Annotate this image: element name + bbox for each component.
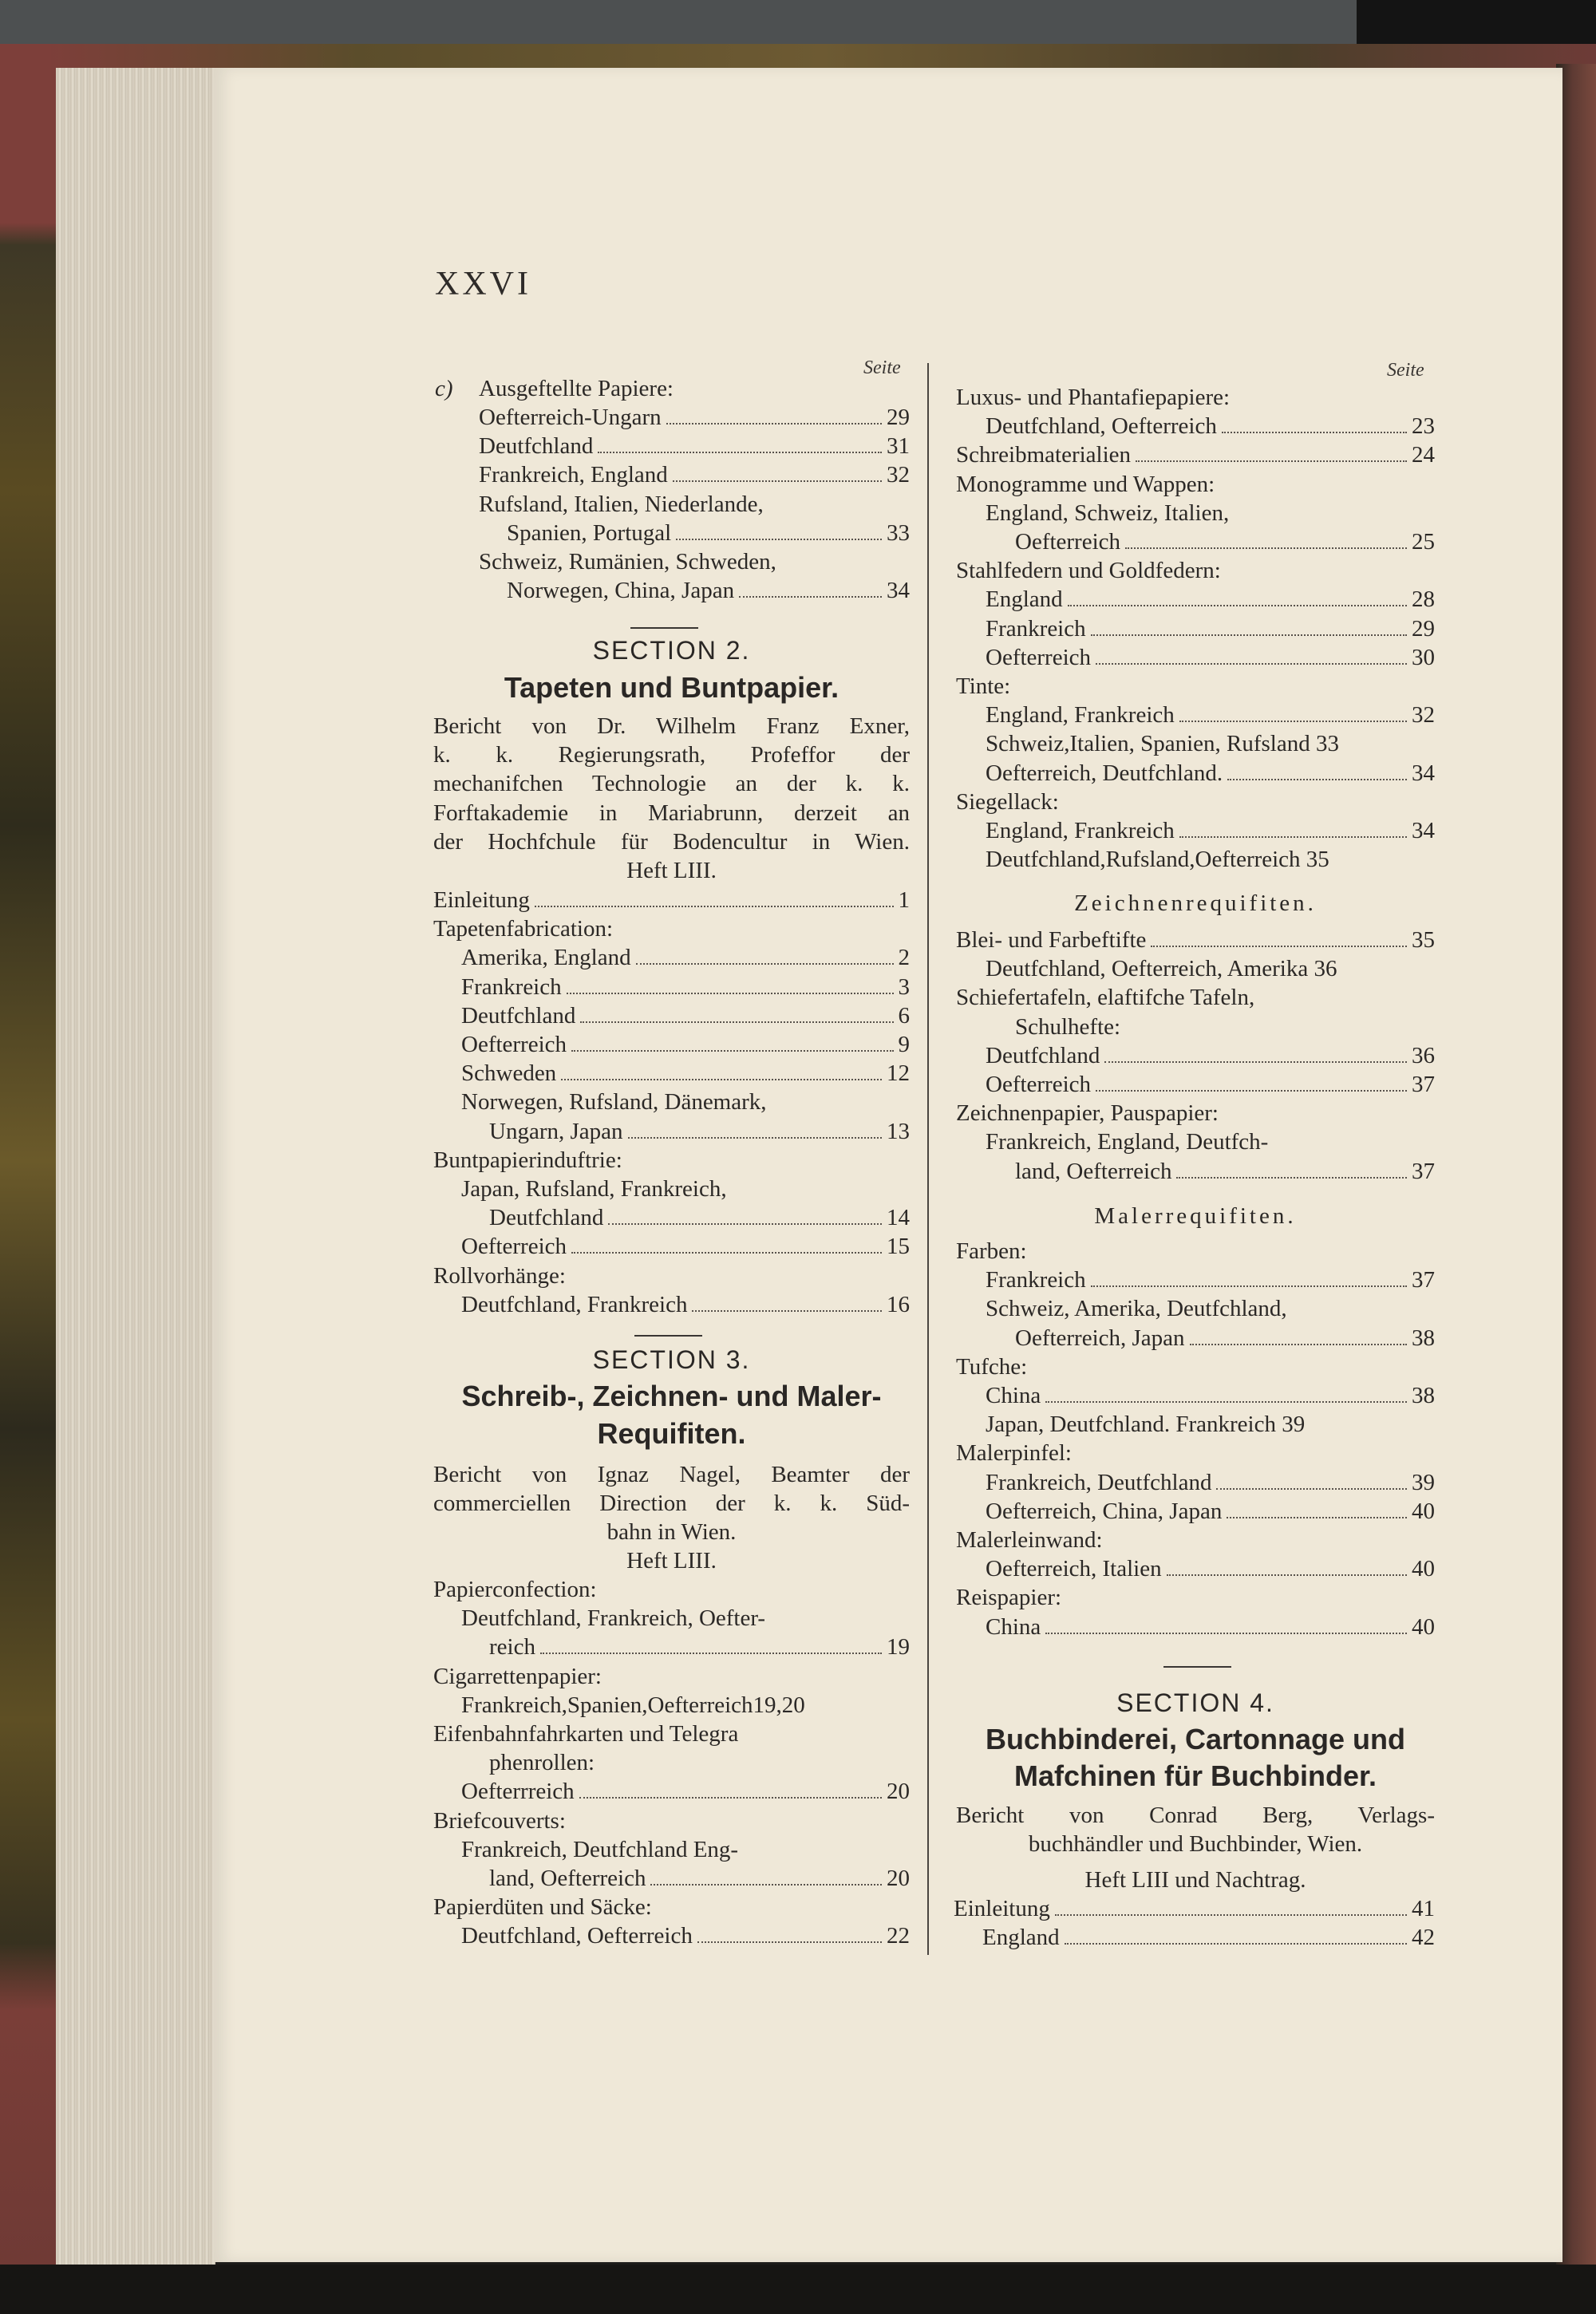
entry-label: Frankreich, England	[479, 462, 668, 488]
report-line: bahn in Wien.	[606, 1519, 737, 1546]
leader-dots	[676, 539, 882, 540]
page-number: 12	[887, 1060, 910, 1087]
c-item-row	[479, 432, 910, 460]
sec3-row	[433, 1893, 910, 1921]
page-number: 33	[887, 519, 910, 546]
leader-dots	[1055, 1914, 1407, 1916]
leader-dots	[1068, 605, 1407, 606]
leader-dots	[1190, 1344, 1407, 1345]
page-edges	[56, 68, 215, 2294]
entry-label: Oefterreich	[986, 1072, 1092, 1097]
page-number: 19	[887, 1634, 910, 1660]
page-number: 29	[887, 405, 910, 430]
entry-label: Buntpapierinduftrie:	[433, 1147, 622, 1173]
page-number: 2	[898, 945, 910, 971]
sec3-row	[461, 1835, 910, 1864]
entry-label: England	[986, 586, 1063, 613]
entry-label: Oefterreich-Ungarn	[479, 405, 662, 430]
entry-label: Frankreich	[986, 615, 1086, 642]
page-number: 38	[1412, 1325, 1435, 1351]
page-number: 25	[1412, 529, 1435, 555]
page-number: 34	[887, 578, 910, 604]
leader-dots	[1125, 547, 1407, 549]
page-number: 34	[1412, 818, 1435, 843]
leader-dots	[697, 1941, 882, 1943]
sec2-row	[461, 1059, 910, 1088]
page-number: 24	[1412, 442, 1435, 468]
entry-label: Ungarn, Japan	[489, 1118, 623, 1144]
scan-background-corner	[1357, 0, 1596, 49]
sec3-row	[433, 1662, 910, 1691]
right-a-row	[986, 499, 1435, 527]
entry-label: Spanien, Portugal	[507, 519, 672, 546]
leader-dots	[1222, 432, 1407, 433]
c-item-row	[507, 576, 910, 605]
entry-label: Frankreich, Deutfchland	[986, 1469, 1212, 1495]
item-marker: c)	[435, 376, 453, 401]
entry-label: Farben:	[956, 1238, 1027, 1264]
book-cover-left	[0, 44, 60, 2278]
page-number: 37	[1412, 1158, 1435, 1184]
entry-label: Oefterrreich	[461, 1779, 575, 1805]
entry-label: Amerika, England	[461, 945, 631, 971]
sec3-row	[433, 1807, 910, 1835]
right-a-row	[986, 816, 1435, 845]
entry-label: Tinte:	[956, 673, 1011, 699]
page-number: 42	[1412, 1925, 1435, 1951]
right-a-row	[986, 845, 1435, 874]
report-line: commerciellen Direction der k. k. Süd-	[433, 1491, 910, 1517]
right-c-row	[986, 1410, 1435, 1439]
right-c-row	[956, 1526, 1435, 1554]
leader-dots	[1045, 1633, 1407, 1634]
entry-label: Schweiz,Italien, Spanien, Rufsland 33	[986, 731, 1339, 757]
page-number: 15	[887, 1234, 910, 1260]
entry-label: Papierconfection:	[433, 1577, 597, 1602]
leader-dots	[666, 423, 882, 424]
leader-dots	[540, 1653, 882, 1654]
entry-label: Luxus- und Phantafiepapiere:	[956, 385, 1231, 410]
sec3-row	[433, 1575, 910, 1604]
sec3-row	[489, 1864, 910, 1893]
c-item-row	[479, 490, 910, 519]
sec3-row	[489, 1633, 910, 1661]
page-number: 38	[1412, 1383, 1435, 1408]
subsection-heading: Malerrequifiten.	[1094, 1203, 1297, 1229]
section-rule	[634, 1335, 702, 1337]
right-a-row	[956, 440, 1435, 469]
leader-dots	[1091, 1285, 1407, 1287]
entry-label: phenrollen:	[489, 1750, 595, 1776]
right-c-row	[986, 1294, 1435, 1323]
leader-dots	[1045, 1401, 1407, 1403]
leader-dots	[580, 1021, 893, 1023]
leader-dots	[1167, 1574, 1407, 1576]
section-rule	[630, 627, 698, 629]
right-c-row	[956, 1352, 1435, 1381]
entry-label: Stahlfedern und Goldfedern:	[956, 558, 1221, 584]
page-number: 31	[887, 433, 910, 460]
entry-label: Deutfchland	[479, 433, 594, 460]
entry-label: Schweden	[461, 1060, 557, 1087]
leader-dots	[1176, 1177, 1407, 1179]
leader-dots	[1096, 1090, 1407, 1092]
entry-label: Japan, Rufsland, Frankreich,	[461, 1176, 727, 1202]
right-a-row	[1015, 527, 1435, 556]
right-c-row	[956, 1237, 1435, 1266]
right-c-row	[956, 1439, 1435, 1467]
right-b-row	[1015, 1013, 1435, 1041]
entry-label: Deutfchland,Rufsland,Oefterreich 35	[986, 847, 1329, 873]
heft-label: Heft LIII.	[626, 1548, 717, 1574]
section-3-title-line2: Requifiten.	[597, 1417, 746, 1450]
leader-dots	[567, 993, 894, 994]
leader-dots	[598, 452, 882, 453]
leader-dots	[1179, 836, 1407, 838]
entry-label: Oefterreich, Japan	[1015, 1325, 1185, 1351]
sec2-row	[461, 1001, 910, 1030]
sec2-row	[461, 1030, 910, 1059]
entry-label: reich	[489, 1634, 535, 1660]
right-a-row	[986, 585, 1435, 614]
page-number: 6	[898, 1002, 910, 1029]
leader-dots	[692, 1310, 882, 1312]
report-line: Bericht von Conrad Berg, Verlags-	[956, 1803, 1435, 1828]
entry-label: Tapetenfabrication:	[433, 916, 614, 942]
report-line: Forftakademie in Mariabrunn, derzeit an	[433, 800, 910, 826]
right-c-row	[986, 1497, 1435, 1526]
sec2-row	[489, 1203, 910, 1232]
right-c-row	[986, 1266, 1435, 1294]
entry-label: England, Frankreich	[986, 702, 1175, 729]
sec2-row	[461, 1175, 910, 1203]
leader-dots	[1216, 1488, 1407, 1490]
section-3-number: SECTION 3.	[592, 1345, 751, 1374]
page-number: 41	[1412, 1896, 1435, 1921]
right-a-row	[986, 412, 1435, 440]
right-b-row	[986, 1127, 1435, 1156]
entry-label: Zeichnenpapier, Pauspapier:	[956, 1100, 1219, 1127]
seite-label-right: Seite	[1387, 360, 1424, 381]
entry-label: land, Oefterreich	[489, 1866, 646, 1891]
right-a-row	[986, 701, 1435, 729]
entry-label: Deutfchland, Oefterreich, Amerika 36	[986, 956, 1337, 982]
page-number: 20	[887, 1866, 910, 1891]
section-4-title-line2: Mafchinen für Buchbinder.	[1013, 1759, 1377, 1792]
sec2-row	[489, 1117, 910, 1146]
leader-dots	[1091, 634, 1407, 636]
sec4-row	[954, 1894, 1435, 1923]
right-a-row	[956, 672, 1435, 701]
entry-label: China	[986, 1383, 1041, 1408]
entry-label: Oefterreich, Italien	[986, 1556, 1162, 1582]
section-2-title: Tapeten und Buntpapier.	[504, 671, 839, 704]
page-number: 13	[887, 1118, 910, 1144]
scan-background-top	[0, 0, 1357, 48]
scan-background-bottom	[0, 2265, 1596, 2314]
entry-label: Einleitung	[954, 1896, 1050, 1921]
leader-dots	[739, 596, 882, 598]
entry-label: Blei- und Farbeftifte	[956, 927, 1147, 953]
entry-label: Norwegen, Rufsland, Dänemark,	[461, 1089, 767, 1116]
entry-label: Schweiz, Amerika, Deutfchland,	[986, 1296, 1287, 1322]
entry-label: Eifenbahnfahrkarten und Telegra	[433, 1721, 739, 1747]
entry-label: Briefcouverts:	[433, 1807, 566, 1834]
entry-label: Oefterreich, China, Japan	[986, 1498, 1223, 1524]
leader-dots	[673, 480, 882, 482]
leader-dots	[535, 906, 894, 907]
sec2-row	[461, 1290, 910, 1319]
page-number: 39	[1412, 1469, 1435, 1495]
subsection-title: Ausgeftellte Papiere:	[479, 376, 674, 401]
entry-label: Schreibmaterialien	[956, 442, 1132, 468]
entry-label: England, Frankreich	[986, 818, 1175, 843]
sec2-row	[433, 1146, 910, 1175]
page-number: 40	[1412, 1556, 1435, 1582]
entry-label: Norwegen, China, Japan	[507, 578, 735, 604]
leader-dots	[1136, 460, 1407, 462]
section-4-title-line1: Buchbinderei, Cartonnage und	[985, 1723, 1406, 1755]
entry-label: Deutfchland	[489, 1205, 604, 1231]
page-number: 35	[1412, 927, 1435, 953]
entry-label: Einleitung	[433, 887, 530, 913]
right-a-row	[956, 556, 1435, 585]
section-rule	[1163, 1666, 1231, 1668]
leader-dots	[636, 963, 894, 965]
entry-label: Deutfchland	[986, 1042, 1100, 1068]
right-b-row	[956, 983, 1435, 1012]
sec2-row	[461, 973, 910, 1001]
c-item-row	[479, 460, 910, 489]
entry-label: Deutfchland, Frankreich, Oefter-	[461, 1605, 766, 1632]
page-number: 16	[887, 1291, 910, 1317]
right-c-row	[986, 1468, 1435, 1497]
page-number: 1	[898, 887, 910, 913]
entry-label: England	[982, 1925, 1060, 1951]
right-c-row	[986, 1381, 1435, 1410]
seite-label-left: Seite	[863, 357, 901, 378]
page-number: 34	[1412, 760, 1435, 786]
sec2-row	[461, 943, 910, 972]
right-b-row	[986, 1041, 1435, 1070]
leader-dots	[650, 1884, 882, 1886]
c-item-row	[507, 519, 910, 547]
column-divider	[927, 363, 929, 1955]
entry-label: Oefterreich	[1015, 529, 1121, 555]
entry-label: Cigarrettenpapier:	[433, 1663, 602, 1689]
leader-dots	[579, 1797, 882, 1799]
sec3-row	[433, 1720, 910, 1748]
entry-label: Japan, Deutfchland. Frankreich 39	[986, 1412, 1306, 1438]
page-number: 29	[1412, 615, 1435, 642]
section-2-number: SECTION 2.	[592, 636, 751, 665]
entry-label: Reispapier:	[956, 1585, 1062, 1611]
running-head: XXVI	[435, 266, 531, 302]
sec3-row	[461, 1777, 910, 1806]
section-4-number: SECTION 4.	[1116, 1688, 1274, 1717]
right-b-row	[1015, 1157, 1435, 1186]
entry-label: land, Oefterreich	[1015, 1158, 1172, 1184]
sec2-row	[461, 1232, 910, 1261]
entry-label: Frankreich	[461, 973, 562, 1000]
right-c-row	[986, 1613, 1435, 1641]
entry-label: Oefterreich	[986, 644, 1092, 670]
right-c-row	[1015, 1324, 1435, 1352]
sec2-row	[433, 1262, 910, 1290]
entry-label: Oefterreich	[461, 1234, 567, 1260]
leader-dots	[571, 1252, 882, 1254]
entry-label: Malerpinfel:	[956, 1440, 1072, 1467]
page-number: 28	[1412, 586, 1435, 613]
leader-dots	[571, 1050, 893, 1052]
entry-label: Deutfchland, Oefterreich	[986, 413, 1217, 440]
heft-label: Heft LIII.	[626, 858, 717, 883]
c-item-row	[479, 403, 910, 432]
right-a-row	[986, 643, 1435, 672]
entry-label: China	[986, 1613, 1041, 1640]
leader-dots	[1065, 1943, 1407, 1945]
leader-dots	[628, 1137, 882, 1139]
right-a-row	[986, 759, 1435, 788]
page-number: 32	[887, 462, 910, 488]
right-b-row	[986, 1070, 1435, 1099]
leader-dots	[1096, 663, 1407, 665]
report-line: mechanifchen Technologie an der k. k.	[433, 771, 910, 797]
page-number: 20	[887, 1779, 910, 1805]
entry-label: Schulhefte:	[1015, 1013, 1121, 1040]
leader-dots	[1227, 1517, 1407, 1518]
sec3-row	[461, 1604, 910, 1633]
sec2-row	[461, 1088, 910, 1116]
leader-dots	[1151, 946, 1407, 947]
page-number: 30	[1412, 644, 1435, 670]
right-c-row	[956, 1583, 1435, 1612]
entry-label: Schweiz, Rumänien, Schweden,	[479, 549, 776, 575]
entry-label: Frankreich, England, Deutfch-	[986, 1129, 1269, 1155]
page-number: 37	[1412, 1072, 1435, 1097]
entry-label: Deutfchland, Frankreich	[461, 1291, 688, 1317]
report-line: k. k. Regierungsrath, Profeffor der	[433, 742, 910, 768]
heft-label: Heft LIII und Nachtrag.	[1084, 1867, 1306, 1893]
page-number: 37	[1412, 1267, 1435, 1293]
entry-label: Oefterreich, Deutfchland.	[986, 760, 1223, 786]
report-line: Bericht von Ignaz Nagel, Beamter der	[433, 1462, 910, 1487]
entry-label: Frankreich,Spanien,Oefterreich19,20	[461, 1692, 805, 1718]
right-b-row	[986, 954, 1435, 983]
entry-label: Deutfchland, Oefterreich	[461, 1923, 693, 1949]
entry-label: Siegellack:	[956, 788, 1059, 815]
page-number: 14	[887, 1205, 910, 1231]
section-3-title-line1: Schreib-, Zeichnen- und Maler-	[461, 1380, 882, 1412]
page-number: 3	[898, 973, 910, 1000]
subsection-heading: Zeichnenrequifiten.	[1074, 890, 1317, 916]
page-number: 40	[1412, 1613, 1435, 1640]
report-line: Bericht von Dr. Wilhelm Franz Exner,	[433, 713, 910, 739]
right-a-row	[986, 729, 1435, 758]
page-number: 22	[887, 1923, 910, 1949]
leader-dots	[1179, 721, 1407, 722]
c-item-row	[479, 547, 910, 576]
entry-label: Malerleinwand:	[956, 1527, 1103, 1553]
leader-dots	[608, 1223, 882, 1225]
report-line: buchhändler und Buchbinder, Wien.	[1028, 1831, 1363, 1858]
page-number: 9	[898, 1032, 910, 1057]
entry-label: Rollvorhänge:	[433, 1262, 566, 1289]
right-a-row	[956, 470, 1435, 499]
entry-label: England, Schweiz, Italien,	[986, 500, 1230, 526]
right-b-row	[956, 926, 1435, 954]
sec4-row	[982, 1923, 1435, 1952]
entry-label: Tufche:	[956, 1353, 1028, 1380]
page-number: 36	[1412, 1042, 1435, 1068]
entry-label: Frankreich	[986, 1267, 1086, 1293]
right-b-row	[956, 1099, 1435, 1127]
entry-label: Deutfchland	[461, 1002, 576, 1029]
page-number: 23	[1412, 413, 1435, 440]
sec2-row	[433, 886, 910, 914]
leader-dots	[1227, 779, 1407, 780]
page-number: 40	[1412, 1498, 1435, 1524]
report-line: der Hochfchule für Bodencultur in Wien.	[433, 828, 910, 855]
right-a-row	[956, 788, 1435, 816]
entry-label: Monogramme und Wappen:	[956, 471, 1215, 497]
sec3-row	[461, 1691, 910, 1720]
right-c-row	[986, 1554, 1435, 1583]
page-number: 32	[1412, 702, 1435, 729]
sec2-row	[433, 914, 910, 943]
entry-label: Papierdüten und Säcke:	[433, 1894, 652, 1921]
entry-label: Oefterreich	[461, 1032, 567, 1057]
sec3-row	[461, 1921, 910, 1950]
sec3-row	[489, 1748, 910, 1777]
leader-dots	[1104, 1061, 1407, 1063]
leader-dots	[561, 1079, 882, 1080]
entry-label: Frankreich, Deutfchland Eng-	[461, 1836, 739, 1862]
entry-label: Rufsland, Italien, Niederlande,	[479, 491, 764, 517]
entry-label: Schiefertafeln, elaftifche Tafeln,	[956, 985, 1255, 1011]
right-a-row	[956, 383, 1435, 412]
right-a-row	[986, 614, 1435, 643]
